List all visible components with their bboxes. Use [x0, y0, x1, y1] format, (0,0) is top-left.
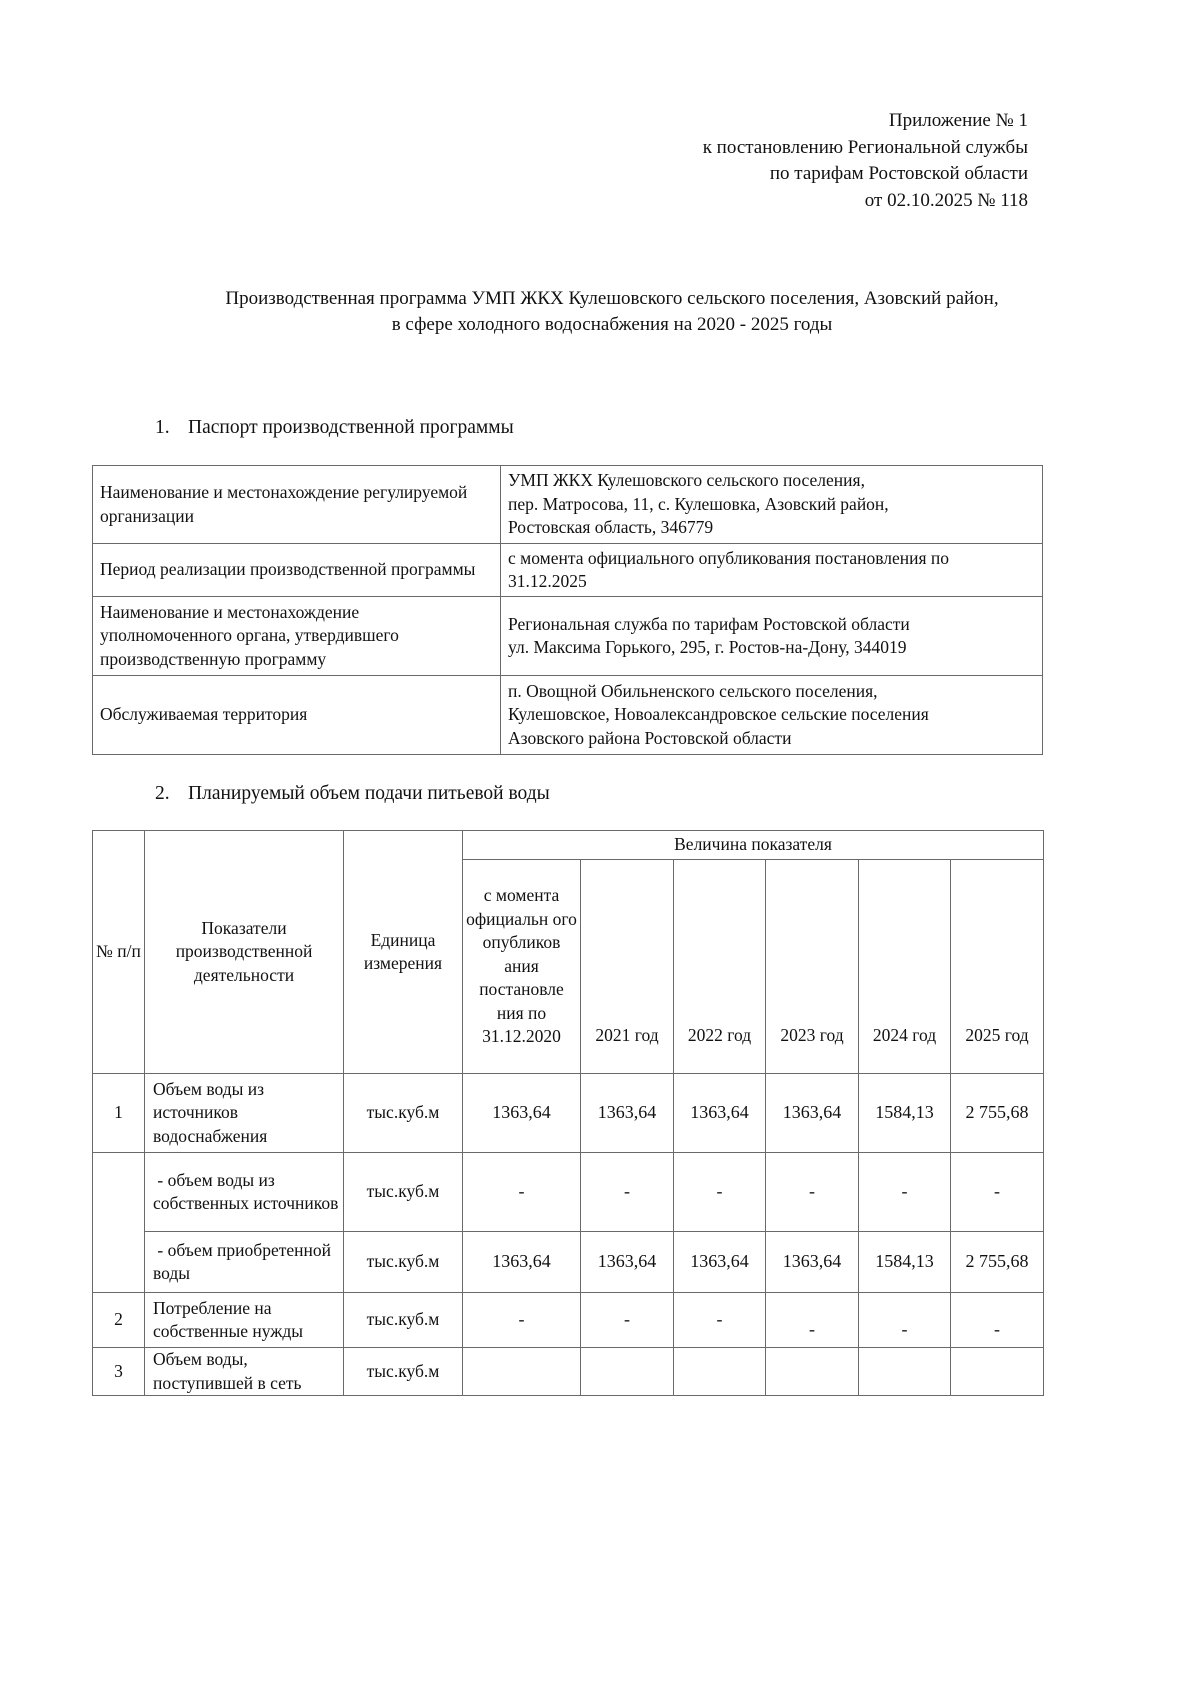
row-value: -: [581, 1153, 674, 1232]
header-year: 2024 год: [859, 860, 951, 1074]
passport-key: Период реализации производственной программы: [93, 544, 501, 597]
row-value: -: [463, 1293, 581, 1348]
table-row: [93, 1232, 1044, 1293]
value-line: Кулешовское, Новоалександровское сельские поселения: [508, 704, 929, 725]
table-row: [93, 676, 1043, 755]
value-line: Ростовская область, 346779: [508, 517, 714, 538]
passport-value: [501, 466, 1043, 544]
value-line: 31.12.2025: [508, 571, 587, 591]
row-value: 1584,13: [859, 1074, 951, 1153]
row-value: 1363,64: [581, 1232, 674, 1293]
row-indicator: Объем воды, поступившей в сеть: [145, 1348, 344, 1396]
header-indicator: Показатели производственной деятельности: [145, 831, 344, 1074]
header-period: с момента официальн ого опубликов ания постановле ния по 31.12.2020: [463, 860, 581, 1074]
passport-table: [92, 465, 1043, 755]
row-unit: тыс.куб.м: [344, 1293, 463, 1348]
row-value: -: [951, 1293, 1044, 1348]
row-number: 3: [93, 1348, 145, 1396]
row-value: -: [581, 1293, 674, 1348]
title-line-1: Производственная программа УМП ЖКХ Кулешовского сельского поселения, Азовский район,: [225, 288, 999, 309]
row-value: 1363,64: [766, 1074, 859, 1153]
row-indicator: - объем воды из собственных источников: [145, 1153, 344, 1232]
section-2-heading: [155, 782, 550, 806]
row-value: [674, 1348, 766, 1396]
row-value: -: [463, 1153, 581, 1232]
header-unit: Единица измерения: [344, 831, 463, 1074]
table-row: [93, 597, 1043, 676]
row-value: -: [859, 1153, 951, 1232]
header-year: 2025 год: [951, 860, 1044, 1074]
section-number: 2.: [155, 783, 170, 804]
water-volume-table: [92, 830, 1044, 1396]
row-number: [93, 1153, 145, 1293]
passport-key: Наименование и местонахождение уполномоченного органа, утвердившего производственную программу: [93, 597, 501, 676]
header-year: 2021 год: [581, 860, 674, 1074]
row-value: 1363,64: [463, 1074, 581, 1153]
row-value: [859, 1348, 951, 1396]
row-value: 1363,64: [674, 1074, 766, 1153]
passport-value: [501, 597, 1043, 676]
row-value: 2 755,68: [951, 1232, 1044, 1293]
row-value: 2 755,68: [951, 1074, 1044, 1153]
value-line: Региональная служба по тарифам Ростовской области: [508, 613, 910, 634]
row-number: 2: [93, 1293, 145, 1348]
row-value: [951, 1348, 1044, 1396]
header-row: [93, 831, 1044, 860]
table-row: [93, 1153, 1044, 1232]
document-title: [92, 286, 1132, 338]
row-value: [766, 1348, 859, 1396]
table-row: [93, 1293, 1044, 1348]
row-value: 1363,64: [766, 1232, 859, 1293]
row-value: -: [674, 1153, 766, 1232]
row-indicator: Потребление на собственные нужды: [145, 1293, 344, 1348]
row-indicator: Объем воды из источников водоснабжения: [145, 1074, 344, 1153]
appendix-line: по тарифам Ростовской области: [769, 163, 1028, 184]
header-year: 2023 год: [766, 860, 859, 1074]
section-title: Паспорт производственной программы: [188, 417, 514, 438]
passport-value: [501, 676, 1043, 755]
row-value: -: [859, 1293, 951, 1348]
appendix-header: [703, 108, 1028, 214]
value-line: с момента официального опубликования постановления по: [508, 547, 950, 568]
row-unit: тыс.куб.м: [344, 1348, 463, 1396]
row-value: -: [766, 1153, 859, 1232]
header-no: № п/п: [93, 831, 145, 1074]
row-value: -: [951, 1153, 1044, 1232]
section-1-heading: [155, 416, 514, 440]
passport-value: [501, 544, 1043, 597]
row-number: 1: [93, 1074, 145, 1153]
value-line: пер. Матросова, 11, с. Кулешовка, Азовский район,: [508, 493, 889, 514]
section-number: 1.: [155, 417, 170, 438]
appendix-line: Приложение № 1: [888, 110, 1028, 131]
row-value: -: [674, 1293, 766, 1348]
row-unit: тыс.куб.м: [344, 1232, 463, 1293]
passport-key: Наименование и местонахождение регулируемой организации: [93, 466, 501, 544]
value-line: п. Овощной Обильненского сельского поселения,: [508, 680, 878, 701]
value-line: ул. Максима Горького, 295, г. Ростов-на-Дону, 344019: [508, 637, 907, 657]
row-unit: тыс.куб.м: [344, 1153, 463, 1232]
header-year: 2022 год: [674, 860, 766, 1074]
header-value-group: Величина показателя: [463, 831, 1044, 860]
appendix-line: от 02.10.2025 № 118: [864, 189, 1028, 211]
section-title: Планируемый объем подачи питьевой воды: [188, 783, 550, 804]
passport-key: Обслуживаемая территория: [93, 676, 501, 755]
row-value: 1363,64: [463, 1232, 581, 1293]
row-value: 1363,64: [581, 1074, 674, 1153]
table-row: [93, 544, 1043, 597]
row-value: -: [766, 1293, 859, 1348]
title-line-2: в сфере холодного водоснабжения на 2020 - 2025 годы: [391, 314, 833, 335]
row-value: 1584,13: [859, 1232, 951, 1293]
row-indicator: - объем приобретенной воды: [145, 1232, 344, 1293]
row-value: [463, 1348, 581, 1396]
value-line: Азовского района Ростовской области: [508, 727, 792, 748]
table-row: [93, 1074, 1044, 1153]
value-line: УМП ЖКХ Кулешовского сельского поселения,: [508, 470, 865, 491]
row-value: 1363,64: [674, 1232, 766, 1293]
row-value: [581, 1348, 674, 1396]
table-row: [93, 466, 1043, 544]
row-unit: тыс.куб.м: [344, 1074, 463, 1153]
appendix-line: к постановлению Региональной службы: [702, 136, 1028, 158]
table-row: [93, 1348, 1044, 1396]
